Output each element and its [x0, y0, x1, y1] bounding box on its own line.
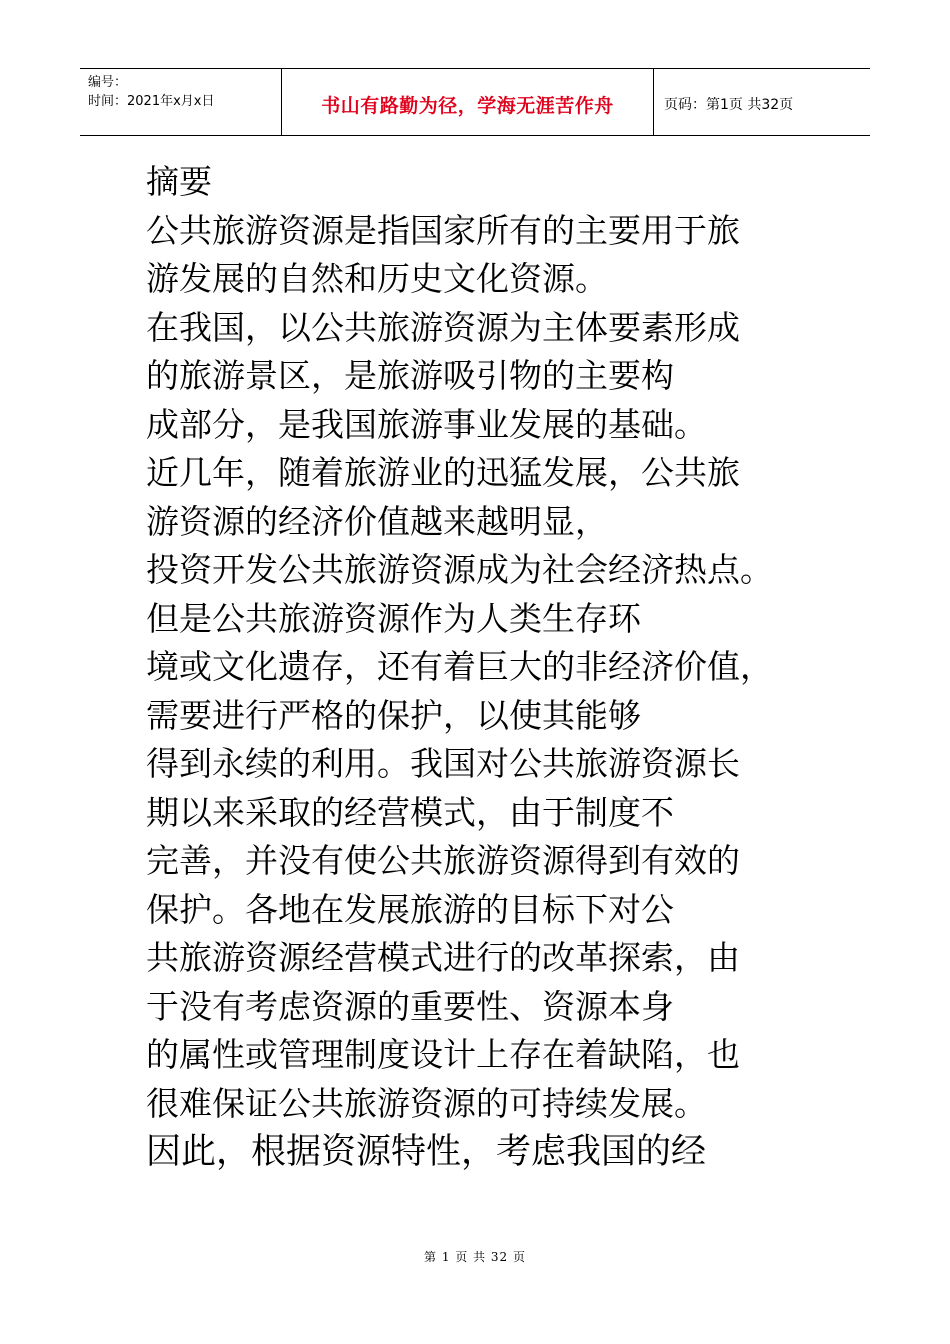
body-line: 游发展的自然和历史文化资源。 — [146, 259, 608, 298]
body-line: 的旅游景区，是旅游吸引物的主要构 — [146, 356, 674, 395]
body-line: 投资开发公共旅游资源成为社会经济热点。 — [146, 550, 773, 589]
header-meta — [80, 69, 282, 135]
body-line: 在我国，以公共旅游资源为主体要素形成 — [146, 307, 740, 347]
body-line: 境或文化遗存，还有着巨大的非经济价值， — [146, 647, 773, 686]
body-line: 完善，并没有使公共旅游资源得到有效的 — [146, 841, 740, 880]
body-line: 因此，根据资源特性，考虑我国的经 — [146, 1132, 707, 1172]
header-table — [80, 68, 870, 136]
body-line: 于没有考虑资源的重要性、资源本身 — [146, 986, 674, 1026]
doc-number-label: 编号： — [88, 75, 128, 90]
body-line: 共旅游资源经营模式进行的改革探索，由 — [146, 938, 740, 977]
body-line: 期以来采取的经营模式，由于制度不 — [146, 792, 674, 832]
body-line: 近几年，随着旅游业的迅猛发展，公共旅 — [146, 453, 740, 492]
body-line: 公共旅游资源是指国家所有的主要用于旅 — [146, 210, 740, 250]
header-motto-cell — [282, 69, 654, 135]
body-line: 保护。各地在发展旅游的目标下对公 — [146, 889, 674, 929]
body-line: 需要进行严格的保护，以使其能够 — [146, 695, 641, 735]
time-label: 时间：2021年x月x日 — [88, 94, 215, 109]
page-info: 页码：第1页 共32页 — [664, 97, 794, 113]
motto: 书山有路勤为径，学海无涯苦作舟 — [321, 94, 614, 117]
header-page-info-cell — [654, 71, 870, 137]
document-body — [146, 158, 846, 1177]
body-line: 很难保证公共旅游资源的可持续发展。 — [146, 1083, 707, 1123]
section-title: 摘要 — [146, 162, 212, 201]
body-line: 得到永续的利用。我国对公共旅游资源长 — [146, 744, 740, 783]
body-line: 的属性或管理制度设计上存在着缺陷，也 — [146, 1035, 740, 1074]
body-line: 游资源的经济价值越来越明显， — [146, 501, 608, 541]
body-line: 但是公共旅游资源作为人类生存环 — [146, 598, 641, 638]
body-line: 成部分，是我国旅游事业发展的基础。 — [146, 404, 707, 444]
page-footer: 第 1 页 共 32 页 — [424, 1250, 526, 1264]
